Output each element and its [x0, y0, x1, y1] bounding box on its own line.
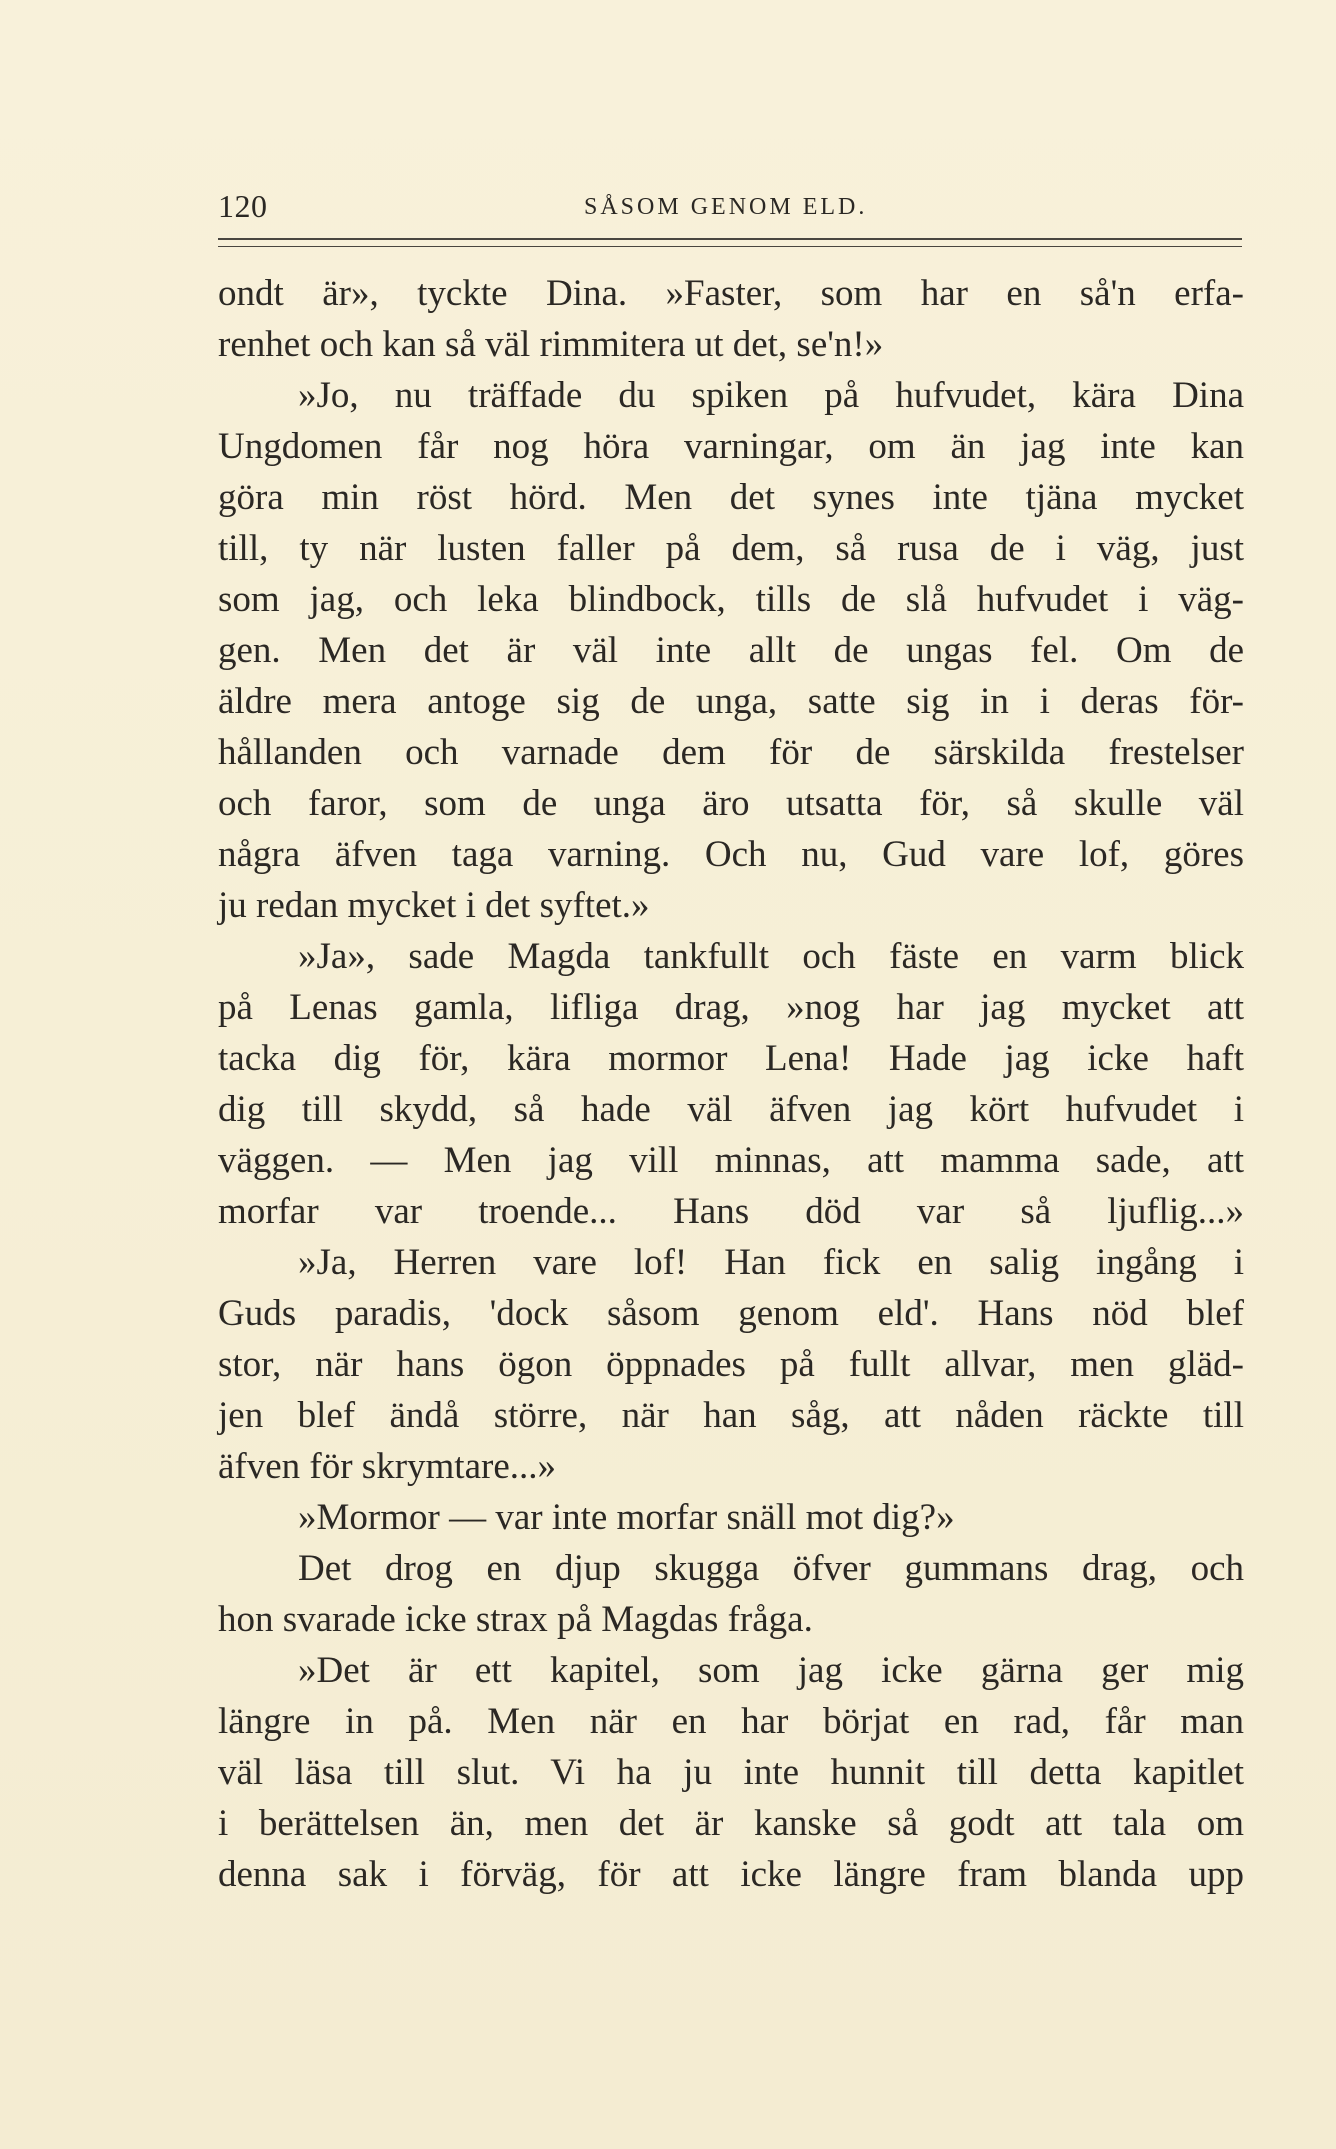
text-line: några äfven taga varning. Och nu, Gud vare lof, göres — [218, 834, 1244, 875]
text-line: till, ty när lusten faller på dem, så rusa de i väg, just — [218, 528, 1244, 569]
running-head: SÅSOM GENOM ELD. — [584, 194, 868, 220]
text-line: »Ja», sade Magda tankfullt och fäste en varm blick — [298, 936, 1244, 977]
text-line: i berättelsen än, men det är kanske så godt att tala om — [218, 1803, 1244, 1844]
text-line: ondt är», tyckte Dina. »Faster, som har en så'n erfa- — [218, 273, 1244, 314]
text-line: renhet och kan så väl rimmitera ut det, se'n!» — [218, 324, 884, 365]
text-line: som jag, och leka blindbock, tills de slå hufvudet i väg- — [218, 579, 1244, 620]
text-line: denna sak i förväg, för att icke längre fram blanda upp — [218, 1854, 1244, 1895]
page-number: 120 — [218, 188, 268, 224]
text-line: dig till skydd, så hade väl äfven jag kört hufvudet i — [218, 1089, 1244, 1130]
text-line: och faror, som de unga äro utsatta för, så skulle väl — [218, 783, 1244, 824]
text-line: längre in på. Men när en har börjat en rad, får man — [218, 1701, 1244, 1742]
text-line: stor, när hans ögon öppnades på fullt allvar, men gläd- — [218, 1344, 1244, 1385]
text-line: morfar var troende... Hans död var så ljuflig...» — [218, 1191, 1244, 1232]
body-text — [218, 268, 1244, 1900]
text-line: jen blef ändå större, när han såg, att nåden räckte till — [218, 1395, 1244, 1436]
text-line: »Ja, Herren vare lof! Han fick en salig ingång i — [298, 1242, 1244, 1283]
header-rule-thin — [218, 246, 1242, 247]
text-line: Ungdomen får nog höra varningar, om än jag inte kan — [218, 426, 1244, 467]
text-line: hållanden och varnade dem för de särskilda frestelser — [218, 732, 1244, 773]
text-line: hon svarade icke strax på Magdas fråga. — [218, 1599, 813, 1640]
text-line: gen. Men det är väl inte allt de ungas fel. Om de — [218, 630, 1244, 671]
text-line: göra min röst hörd. Men det synes inte tjäna mycket — [218, 477, 1244, 518]
text-line: »Det är ett kapitel, som jag icke gärna ger mig — [298, 1650, 1244, 1691]
text-line: väggen. — Men jag vill minnas, att mamma sade, att — [218, 1140, 1244, 1181]
text-line: ju redan mycket i det syftet.» — [218, 885, 650, 926]
header-rule — [218, 238, 1242, 240]
text-line: Det drog en djup skugga öfver gummans drag, och — [298, 1548, 1244, 1589]
text-line: Guds paradis, 'dock såsom genom eld'. Hans nöd blef — [218, 1293, 1244, 1334]
text-line: på Lenas gamla, lifliga drag, »nog har jag mycket att — [218, 987, 1244, 1028]
text-line: äldre mera antoge sig de unga, satte sig in i deras för- — [218, 681, 1244, 722]
text-line: väl läsa till slut. Vi ha ju inte hunnit till detta kapitlet — [218, 1752, 1244, 1793]
text-line: »Jo, nu träffade du spiken på hufvudet, kära Dina — [298, 375, 1244, 416]
text-line: äfven för skrymtare...» — [218, 1446, 557, 1487]
text-line: »Mormor — var inte morfar snäll mot dig?» — [298, 1497, 955, 1538]
page-header — [218, 186, 1242, 230]
text-line: tacka dig för, kära mormor Lena! Hade jag icke haft — [218, 1038, 1244, 1079]
